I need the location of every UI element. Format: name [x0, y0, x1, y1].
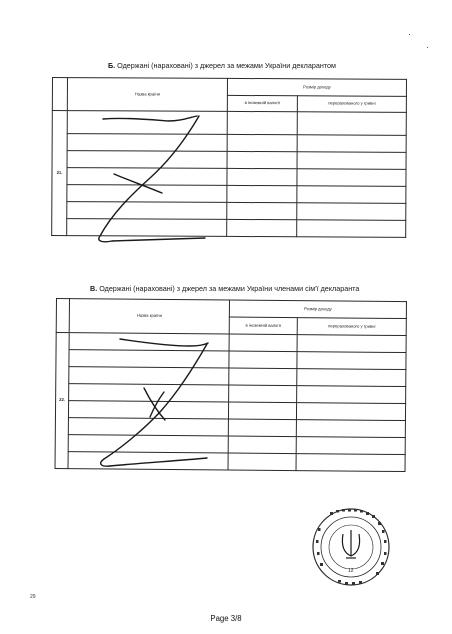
- table-cell: [69, 367, 229, 385]
- table-cell: [227, 134, 297, 151]
- table-cell: [297, 352, 406, 370]
- table-cell: [229, 351, 297, 369]
- table-cell: [68, 418, 228, 436]
- scan-speck: [427, 47, 428, 48]
- page-indicator: Page 3/8: [210, 614, 242, 623]
- section-v-country-header: Назва країни: [69, 299, 229, 334]
- table-cell: [297, 203, 406, 221]
- scan-speck: [409, 34, 410, 35]
- table-cell: [68, 401, 228, 419]
- section-b-table: [51, 77, 407, 238]
- table-cell: [67, 185, 227, 203]
- table-cell: [297, 186, 406, 204]
- section-v-letter: В.: [90, 284, 98, 293]
- table-cell: [69, 384, 229, 402]
- table-cell: [229, 368, 297, 386]
- table-cell: [67, 134, 227, 152]
- table-cell: [67, 151, 227, 169]
- section-v-foreign-header: в іноземній валюті: [229, 317, 297, 335]
- table-cell: [68, 435, 228, 453]
- section-b-letter: Б.: [108, 61, 116, 70]
- section-v-title-text: Одержані (нараховані) з джерел за межами України членами сім'ї декларанта: [99, 284, 360, 293]
- section-b-foreign-header: в іноземній валюті: [227, 95, 297, 111]
- table-cell: [227, 151, 297, 168]
- section-v-amount-header: Розмір доходу: [229, 300, 406, 319]
- table-cell: [297, 220, 406, 238]
- table-cell: [227, 185, 297, 202]
- trident-emblem-icon: [342, 530, 359, 558]
- table-cell: [228, 453, 296, 471]
- table-cell: [227, 202, 297, 219]
- section-b-amount-header: Розмір доходу: [227, 78, 406, 96]
- section-b-title-text: Одержані (нараховані) з джерел за межами України декларантом: [117, 61, 336, 70]
- table-cell: [297, 112, 406, 136]
- section-v-table: [55, 298, 407, 472]
- table-cell: [296, 437, 405, 455]
- section-b-corner-cell: [52, 78, 67, 111]
- table-cell: [296, 420, 405, 438]
- table-cell: [297, 152, 406, 170]
- section-b-country-header: Назва країни: [67, 78, 227, 112]
- table-cell: [297, 169, 406, 187]
- stamp-ring-text: [316, 509, 387, 585]
- official-stamp: [313, 509, 389, 585]
- section-v-uah-header: перерахованого у гривні: [297, 318, 406, 336]
- table-cell: [227, 168, 297, 185]
- table-cell: [229, 385, 297, 403]
- table-cell: [67, 202, 227, 220]
- table-cell: [69, 333, 229, 351]
- table-cell: [297, 335, 406, 353]
- table-cell: [228, 419, 296, 437]
- section-b-title: [108, 61, 336, 70]
- table-cell: [227, 219, 297, 236]
- table-cell: [297, 369, 406, 387]
- section-v-row-number: 22.: [55, 333, 69, 469]
- table-cell: [227, 111, 297, 134]
- table-cell: [297, 135, 406, 153]
- table-cell: [68, 452, 228, 470]
- table-cell: [297, 386, 406, 404]
- table-cell: [228, 436, 296, 454]
- section-v-title: [90, 284, 359, 293]
- table-cell: [229, 334, 297, 352]
- sheet-number: 29: [30, 594, 36, 600]
- stamp-number: 12: [348, 568, 354, 574]
- table-cell: [69, 350, 229, 368]
- section-v-corner-cell: [56, 299, 69, 333]
- table-cell: [296, 454, 405, 472]
- table-cell: [296, 403, 405, 421]
- table-cell: [67, 219, 227, 237]
- section-b-uah-header: перерахованого у гривні: [297, 96, 406, 113]
- table-cell: [67, 168, 227, 186]
- table-cell: [228, 402, 296, 420]
- section-b-row-number: 21.: [52, 111, 68, 236]
- table-cell: [67, 111, 227, 135]
